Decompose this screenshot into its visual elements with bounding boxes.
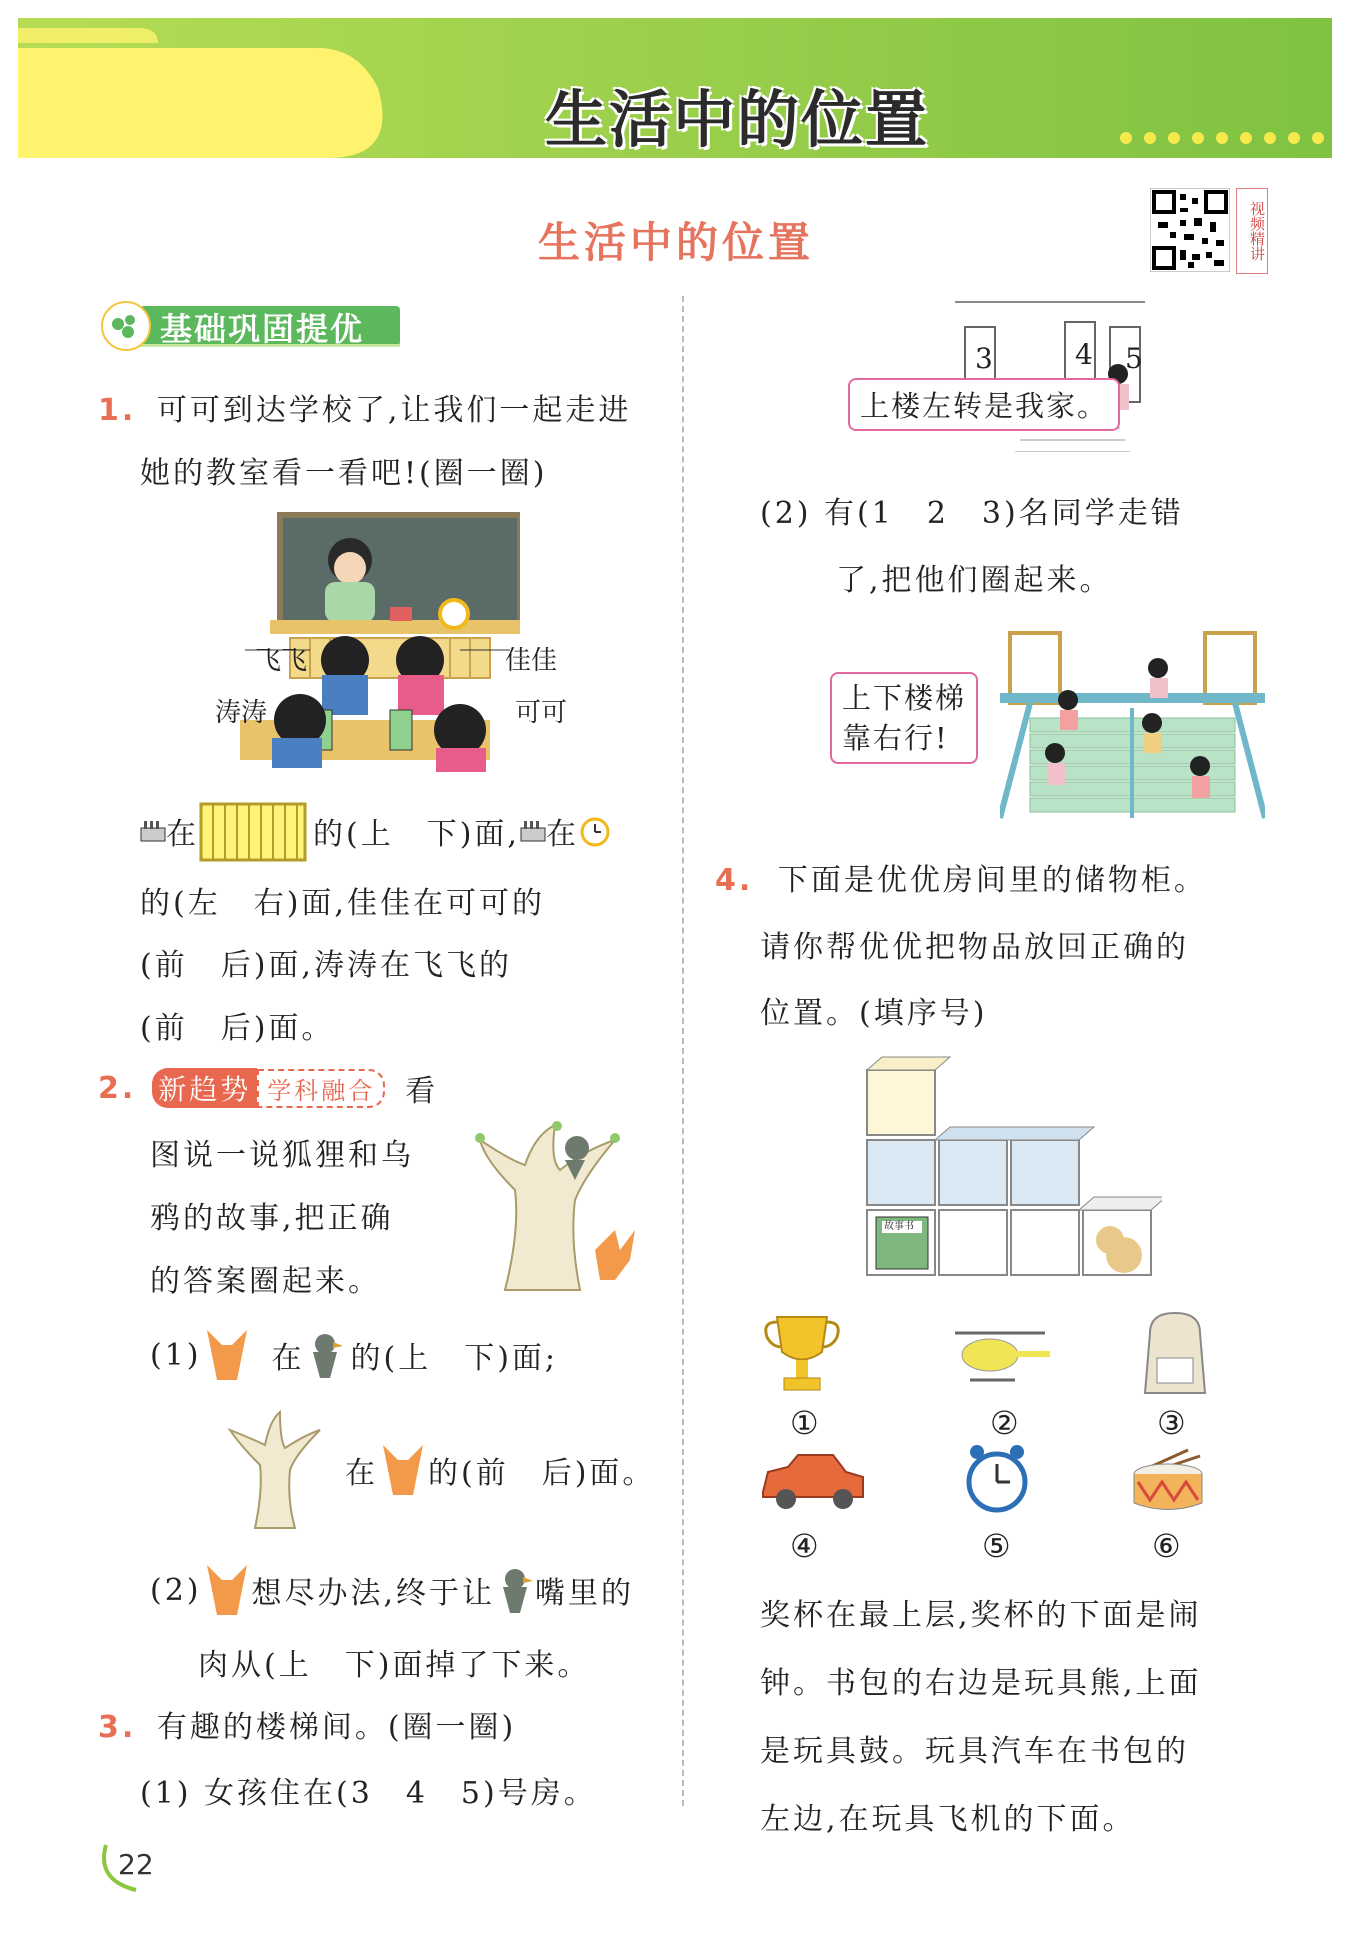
q4-line3: 位置。(填序号)	[760, 996, 988, 1031]
bubble-stairs-line1: 上下楼梯	[842, 681, 967, 715]
toy-drum-icon	[1128, 1448, 1208, 1518]
q4-text2: 钟。书包的右边是玩具熊,上面	[760, 1666, 1202, 1701]
q1-line1: 可可到达学校了,让我们一起走进	[156, 393, 632, 428]
q3-p2-line2: 了,把他们圈起来。	[836, 563, 1113, 598]
page-number: 22	[118, 1848, 154, 1881]
section-label: 基础巩固提优	[160, 310, 365, 348]
door-3: 3	[975, 342, 993, 375]
q2-p2-text: 想尽办法,终于让	[251, 1576, 496, 1611]
alarm-clock-icon	[962, 1440, 1032, 1520]
column-divider	[682, 296, 684, 1806]
pencil-box-icon	[140, 820, 166, 842]
q4-line2: 请你帮优优把物品放回正确的	[760, 930, 1189, 965]
crow-icon	[305, 1330, 345, 1380]
qr-code-icon[interactable]	[1150, 188, 1230, 272]
q2-p1-at: 在	[271, 1341, 305, 1376]
fox-icon	[202, 1325, 252, 1385]
backpack-icon	[1135, 1308, 1215, 1398]
q2-line2: 鸦的故事,把正确	[150, 1201, 394, 1236]
q2-badge-subject: 学科融合	[257, 1069, 385, 1108]
q2-number: 2.	[98, 1070, 137, 1106]
storage-cabinet	[862, 1055, 1162, 1280]
qr-label: 视频精讲	[1236, 188, 1268, 274]
q2-p1-at2: 在	[345, 1456, 378, 1491]
book-label: 故事书	[884, 1221, 914, 1232]
q3-number: 3.	[98, 1710, 137, 1745]
fox-icon	[378, 1440, 428, 1500]
q4-text3: 是玩具鼓。玩具汽车在书包的	[760, 1734, 1189, 1769]
item-label-2: ②	[990, 1404, 1019, 1442]
tree-fox-crow-illustration	[465, 1120, 645, 1295]
item-label-4: ④	[790, 1527, 819, 1565]
label-keke: 可可	[515, 698, 568, 728]
q1-ans3: (前 后)面,涛涛在飞飞的	[140, 948, 512, 983]
door-4: 4	[1075, 338, 1093, 371]
item-label-3: ③	[1157, 1404, 1186, 1442]
speech-bubble-home: 上楼左转是我家。	[848, 378, 1120, 431]
toy-helicopter-icon	[945, 1325, 1055, 1395]
q4-number: 4.	[715, 863, 754, 898]
q1-ans1-a: 在	[166, 817, 199, 852]
alarm-clock-icon	[579, 815, 611, 847]
q1-ans1-b: 的(上 下)面,	[313, 817, 520, 852]
fox-icon	[202, 1560, 252, 1620]
desk-icon	[199, 800, 307, 862]
door-5: 5	[1125, 342, 1143, 375]
q2-look: 看	[405, 1074, 439, 1109]
toy-car-icon	[758, 1447, 868, 1517]
q2-line3: 的答案圈起来。	[150, 1264, 381, 1299]
q3-p2-line1: (2) 有(1 2 3)名同学走错	[760, 496, 1184, 531]
q2-badge-trend: 新趋势	[152, 1068, 257, 1108]
q3-line1: 有趣的楼梯间。(圈一圈)	[156, 1710, 517, 1745]
speech-bubble-stairs	[830, 672, 978, 764]
q4-text1: 奖杯在最上层,奖杯的下面是闹	[760, 1598, 1202, 1633]
q1-ans2: 的(左 右)面,佳佳在可可的	[140, 886, 545, 921]
item-label-6: ⑥	[1152, 1527, 1181, 1565]
q4-text4: 左边,在玩具飞机的下面。	[760, 1802, 1136, 1837]
q4-line1: 下面是优优房间里的储物柜。	[777, 863, 1207, 898]
q3-p1: (1) 女孩住在(3 4 5)号房。	[140, 1776, 597, 1811]
page-number-swoosh	[96, 1840, 156, 1895]
tree-icon	[225, 1410, 325, 1530]
banner-dots	[1118, 130, 1338, 146]
stairs-children-illustration	[1000, 628, 1265, 828]
item-label-5: ⑤	[982, 1527, 1011, 1565]
label-taotao: 涛涛	[215, 698, 268, 728]
label-jiajia: 佳佳	[505, 646, 558, 676]
q2-p2-num: (2)	[150, 1572, 202, 1608]
q1-ans4: (前 后)面。	[140, 1011, 335, 1046]
pencil-box-icon	[520, 820, 546, 842]
item-label-1: ①	[790, 1404, 819, 1442]
q2-p1-frontback: 的(前 后)面。	[428, 1456, 656, 1491]
q2-p1-num: (1)	[150, 1337, 202, 1373]
q2-p1-updown: 的(上 下)面;	[350, 1341, 559, 1376]
q1-number: 1.	[98, 393, 137, 428]
page-title: 生活中的位置	[538, 218, 815, 267]
q2-p2-mouth: 嘴里的	[535, 1576, 635, 1611]
bubble-stairs-line2: 靠右行!	[842, 721, 949, 755]
q1-ans1-c: 在	[545, 817, 579, 852]
q2-line1: 图说一说狐狸和乌	[150, 1138, 414, 1173]
trophy-icon	[762, 1312, 842, 1397]
banner-title: 生活中的位置	[545, 83, 930, 156]
crow-icon	[495, 1565, 535, 1615]
q1-line2: 她的教室看一看吧!(圈一圈)	[140, 456, 548, 491]
q2-p2-line2: 肉从(上 下)面掉了下来。	[198, 1648, 591, 1683]
label-feifei: 飞飞	[255, 646, 308, 676]
